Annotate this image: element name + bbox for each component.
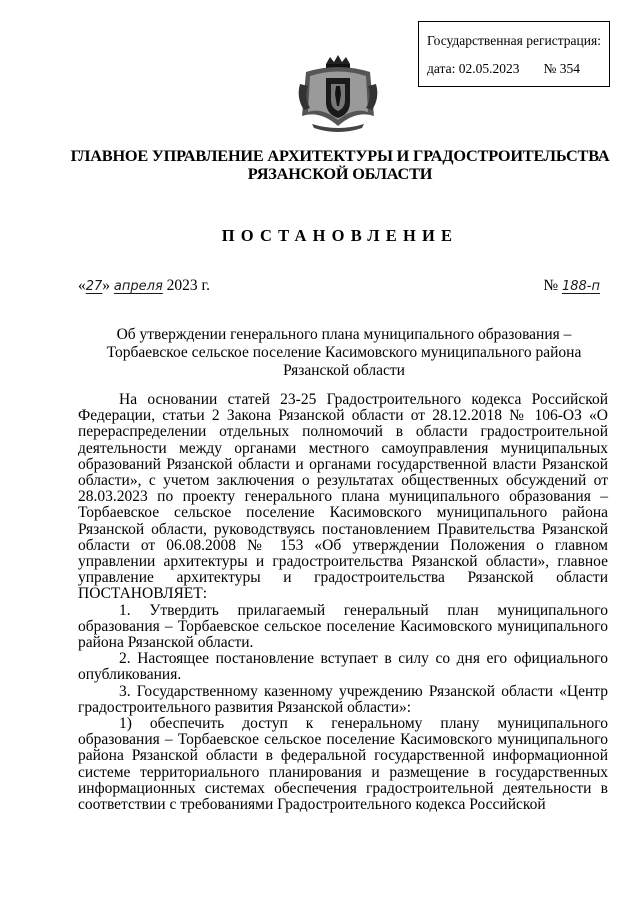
- subject-line-2: Торбаевское сельское поселение Касимовского муниципального района: [106, 344, 582, 361]
- preamble-paragraph: На основании статей 23-25 Градостроительного кодекса Российской Федерации, статьи 2 Закона Рязанской области от 28.12.2018 № 106-ОЗ «О перераспределении отдельных полномочий в области градостроительной деятельности между органами местного самоуправления муниципальных образований Рязанской области и органами государственной власти Рязанской области», с учетом заключения о результатах общественных обсуждений от 28.03.2023 по проекту генерального плана муниципального образования – Торбаевское сельское поселение Касимовского муниципального района Рязанской области, руководствуясь постановлением Правительства Рязанской области от 06.08.2008 № 153 «Об утверждении Положения о главном управлении архитектуры и градостроительства Рязанской области», главное управление архитектуры и градостроительства Рязанской области ПОСТАНОВЛЯЕТ:: [78, 391, 608, 603]
- organization-line-1: ГЛАВНОЕ УПРАВЛЕНИЕ АРХИТЕКТУРЫ И ГРАДОСТРОИТЕЛЬСТВА: [70, 146, 610, 165]
- item-3-1-paragraph: 1) обеспечить доступ к генеральному плану муниципального образования – Торбаевское сельское поселение Касимовского муниципального района Рязанской области в федеральной государственной информационной системе территориального планирования и размещение в государственных информационных системах обеспечения градостроительной деятельности в соответствии с требованиями Градостроительного кодекса Российской: [78, 715, 608, 814]
- number-handwritten: 188-п: [561, 279, 600, 294]
- date-close-quote: »: [102, 277, 111, 294]
- item-2-paragraph: 2. Настоящее постановление вступает в силу со дня его официального опубликования.: [78, 650, 608, 684]
- document-number: [543, 277, 600, 295]
- number-prefix: №: [543, 277, 559, 294]
- document-date: [78, 277, 210, 295]
- document-type: ПОСТАНОВЛЕНИЕ: [221, 226, 459, 245]
- item-1-paragraph: 1. Утвердить прилагаемый генеральный план муниципального образования – Торбаевское сельское поселение Касимовского муниципального района Рязанской области.: [78, 601, 608, 652]
- document-subject: [80, 326, 608, 380]
- organization-name: [60, 147, 620, 183]
- registration-stamp: [418, 21, 610, 87]
- document-body: [78, 392, 608, 813]
- ryazan-coat-of-arms-icon: [296, 54, 380, 134]
- subject-line-3: Рязанской области: [283, 362, 405, 379]
- registration-number: № 354: [543, 61, 580, 76]
- date-year: 2023 г.: [166, 277, 211, 294]
- registration-title: Государственная регистрация:: [427, 33, 601, 48]
- organization-line-2: РЯЗАНСКОЙ ОБЛАСТИ: [247, 164, 433, 183]
- date-month-handwritten: апреля: [113, 279, 163, 294]
- subject-line-1: Об утверждении генерального плана муниципального образования –: [116, 326, 572, 343]
- registration-date: дата: 02.05.2023: [427, 61, 520, 76]
- date-open-quote: «: [78, 277, 86, 294]
- registration-details: [427, 60, 609, 78]
- date-day-handwritten: 27: [85, 279, 103, 294]
- item-3-paragraph: 3. Государственному казенному учреждению Рязанской области «Центр градостроительного развития Рязанской области»:: [78, 682, 608, 716]
